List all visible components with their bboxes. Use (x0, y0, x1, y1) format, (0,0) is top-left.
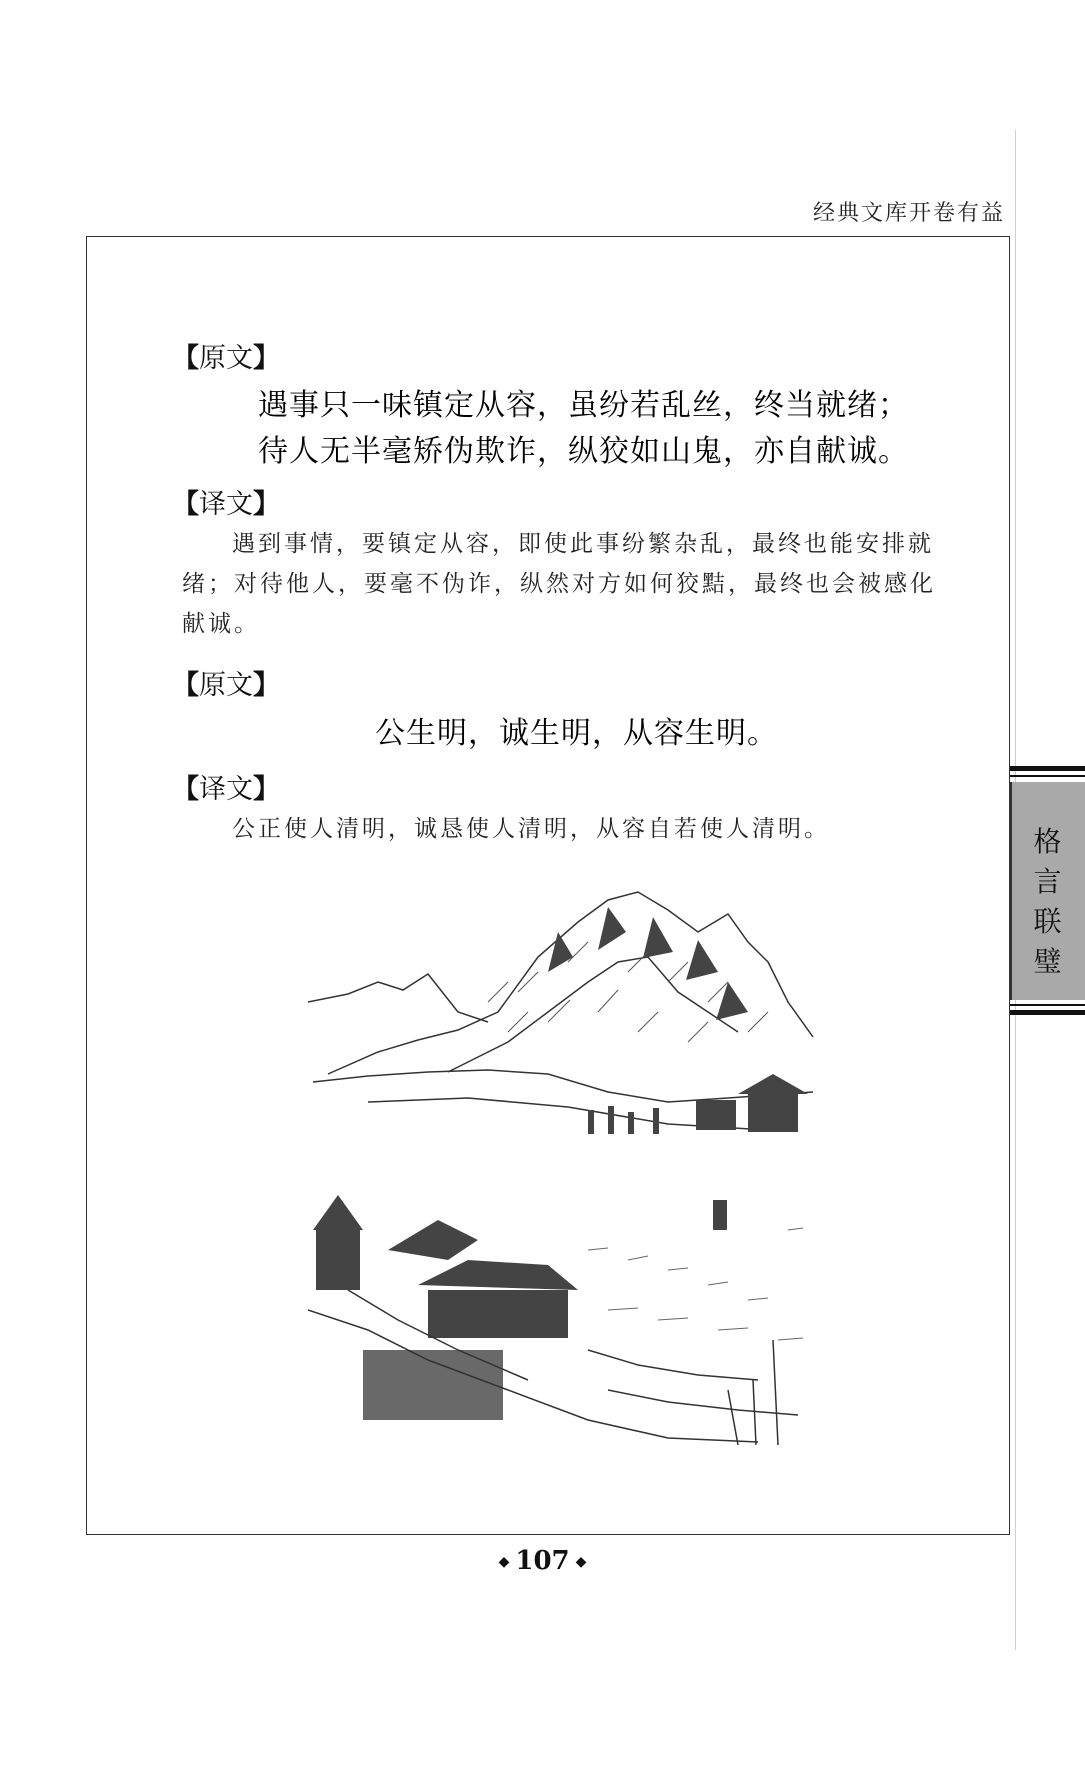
side-tab-rule (1010, 1004, 1085, 1006)
page-number-text: 107 (515, 1546, 570, 1576)
side-tab-rule (1010, 766, 1085, 771)
verse-line-1: 遇事只一味镇定从容，虽纷若乱丝，终当就绪； (258, 388, 909, 423)
bracket-close: 】 (253, 774, 280, 805)
running-title: 经典文库开卷有益 (812, 201, 1005, 226)
side-tab-rule (1010, 775, 1085, 777)
bracket-open: 【 (172, 774, 199, 805)
section-label-text: 原文 (199, 343, 253, 374)
bracket-open: 【 (172, 343, 199, 374)
bracket-open: 【 (172, 670, 199, 701)
mountain-landscape-illustration (308, 862, 818, 1162)
side-tab-title (1010, 822, 1085, 982)
diamond-icon: ◆ (575, 1554, 587, 1570)
diamond-icon: ◆ (498, 1554, 510, 1570)
section-label-text: 译文 (199, 489, 253, 520)
section-label-text: 译文 (199, 774, 253, 805)
translation-line-1: 遇到事情，要镇定从容，即使此事纷繁杂乱，最终也能安排就 (232, 531, 934, 557)
side-tab-char: 言 (1033, 865, 1062, 898)
section-label-translation-2 (172, 767, 280, 806)
section-label-text: 原文 (199, 670, 253, 701)
pavilion-river-illustration (308, 1190, 813, 1445)
side-tab-rule (1010, 1010, 1085, 1015)
section-label-original-2 (172, 663, 280, 702)
section-label-translation-1 (172, 482, 280, 521)
translation-line-2: 绪；对待他人，要毫不伪诈，纵然对方如何狡黠，最终也会被感化 (182, 571, 936, 597)
chapter-side-tab (1010, 766, 1085, 1020)
bracket-close: 】 (253, 343, 280, 374)
page-number (0, 1546, 1085, 1576)
bracket-open: 【 (172, 489, 199, 520)
verse-line-3: 公生明，诚生明，从容生明。 (375, 716, 778, 751)
side-tab-char: 格 (1033, 825, 1062, 858)
side-tab-char: 联 (1033, 905, 1062, 938)
verse-line-2: 待人无半毫矫伪欺诈，纵狡如山鬼，亦自献诚。 (258, 434, 909, 469)
bracket-close: 】 (253, 489, 280, 520)
section-label-original-1 (172, 336, 280, 375)
translation-line-4: 公正使人清明，诚恳使人清明，从容自若使人清明。 (232, 816, 830, 842)
translation-line-3: 献诚。 (182, 611, 260, 637)
side-tab-char: 璧 (1033, 945, 1062, 978)
bracket-close: 】 (253, 670, 280, 701)
